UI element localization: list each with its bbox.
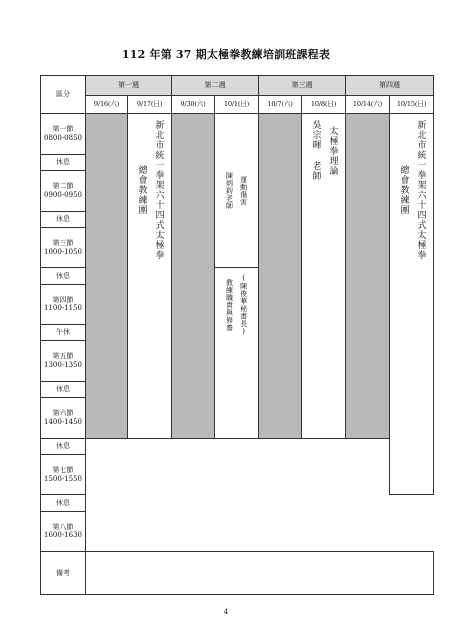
day-header-3: 9/30(六) <box>172 95 215 114</box>
day4-ethics-speaker: 教練職責與修養 <box>225 279 234 332</box>
period-8-label: 第八節 1600-1630 <box>41 511 86 552</box>
page-title: 112 年第 37 期太極拳教練培訓班課程表 <box>121 48 331 61</box>
break-label: 休息 <box>41 268 86 284</box>
day-header-2: 9/17(日) <box>128 95 172 114</box>
period-4-label: 第四節 1100-1150 <box>41 284 86 325</box>
day-header-8: 10/15(日) <box>390 95 434 114</box>
day4-ethics-title: (陳俊華秘書長) <box>239 274 248 337</box>
week-2-header: 第二週 <box>172 76 259 96</box>
week-3-header: 第三週 <box>259 76 346 96</box>
period-5-label: 第五節 1300-1350 <box>41 341 86 382</box>
day3-gray-column <box>172 114 215 438</box>
week-1-header: 第一週 <box>86 76 172 96</box>
day8-session-title: 新北市統一拳架六十四式太極拳 <box>415 120 426 261</box>
day1-morning-blank <box>86 114 128 438</box>
break-label: 休息 <box>41 154 86 170</box>
period-1-label: 第一節 0800-0850 <box>41 114 86 155</box>
remarks-label: 備考 <box>41 552 86 595</box>
day4-session-title: 運動傷害 <box>239 175 248 206</box>
day4-sports-injury-session <box>215 114 259 268</box>
period-header: 區分 <box>41 76 86 114</box>
day6-theory-session <box>302 114 346 438</box>
break-label: 休息 <box>41 381 86 397</box>
remarks-cell <box>86 552 434 595</box>
period-7-label: 第七節 1500-1550 <box>41 454 86 495</box>
day2-session-title: 新北市統一拳架六十四式太極拳 <box>153 120 164 261</box>
period-6-label: 第六節 1400-1450 <box>41 398 86 439</box>
day8-session-instructor: 總會教練團 <box>398 165 409 216</box>
day-header-7: 10/14(六) <box>346 95 390 114</box>
day7-morning-blank <box>346 114 390 438</box>
day4-ethics-session <box>215 268 259 438</box>
day-header-1: 9/16(六) <box>86 95 128 114</box>
week-4-header: 第四週 <box>346 76 434 96</box>
page-number: 4 <box>223 608 229 616</box>
day6-session-instructor: 吳宗暉 老師 <box>310 120 321 182</box>
break-label: 休息 <box>41 211 86 227</box>
break-label: 休息 <box>41 495 86 511</box>
day4-session-instructor: 陳炳鈞老師 <box>225 172 234 210</box>
period-2-label: 第二節 0900-0950 <box>41 170 86 211</box>
lunch-break-label: 午休 <box>41 325 86 341</box>
day6-session-title: 太極拳理論 <box>327 125 338 176</box>
break-label: 休息 <box>41 438 86 454</box>
day-header-5: 10/7(六) <box>259 95 302 114</box>
day8-session <box>390 114 434 495</box>
day2-morning-session <box>128 114 172 438</box>
day5-gray-column <box>259 114 302 438</box>
period-3-label: 第三節 1000-1050 <box>41 227 86 268</box>
day-header-6: 10/8(日) <box>302 95 346 114</box>
day2-session-instructor: 總會教練團 <box>136 165 147 216</box>
day-header-4: 10/1(日) <box>215 95 259 114</box>
schedule-table <box>40 75 434 595</box>
